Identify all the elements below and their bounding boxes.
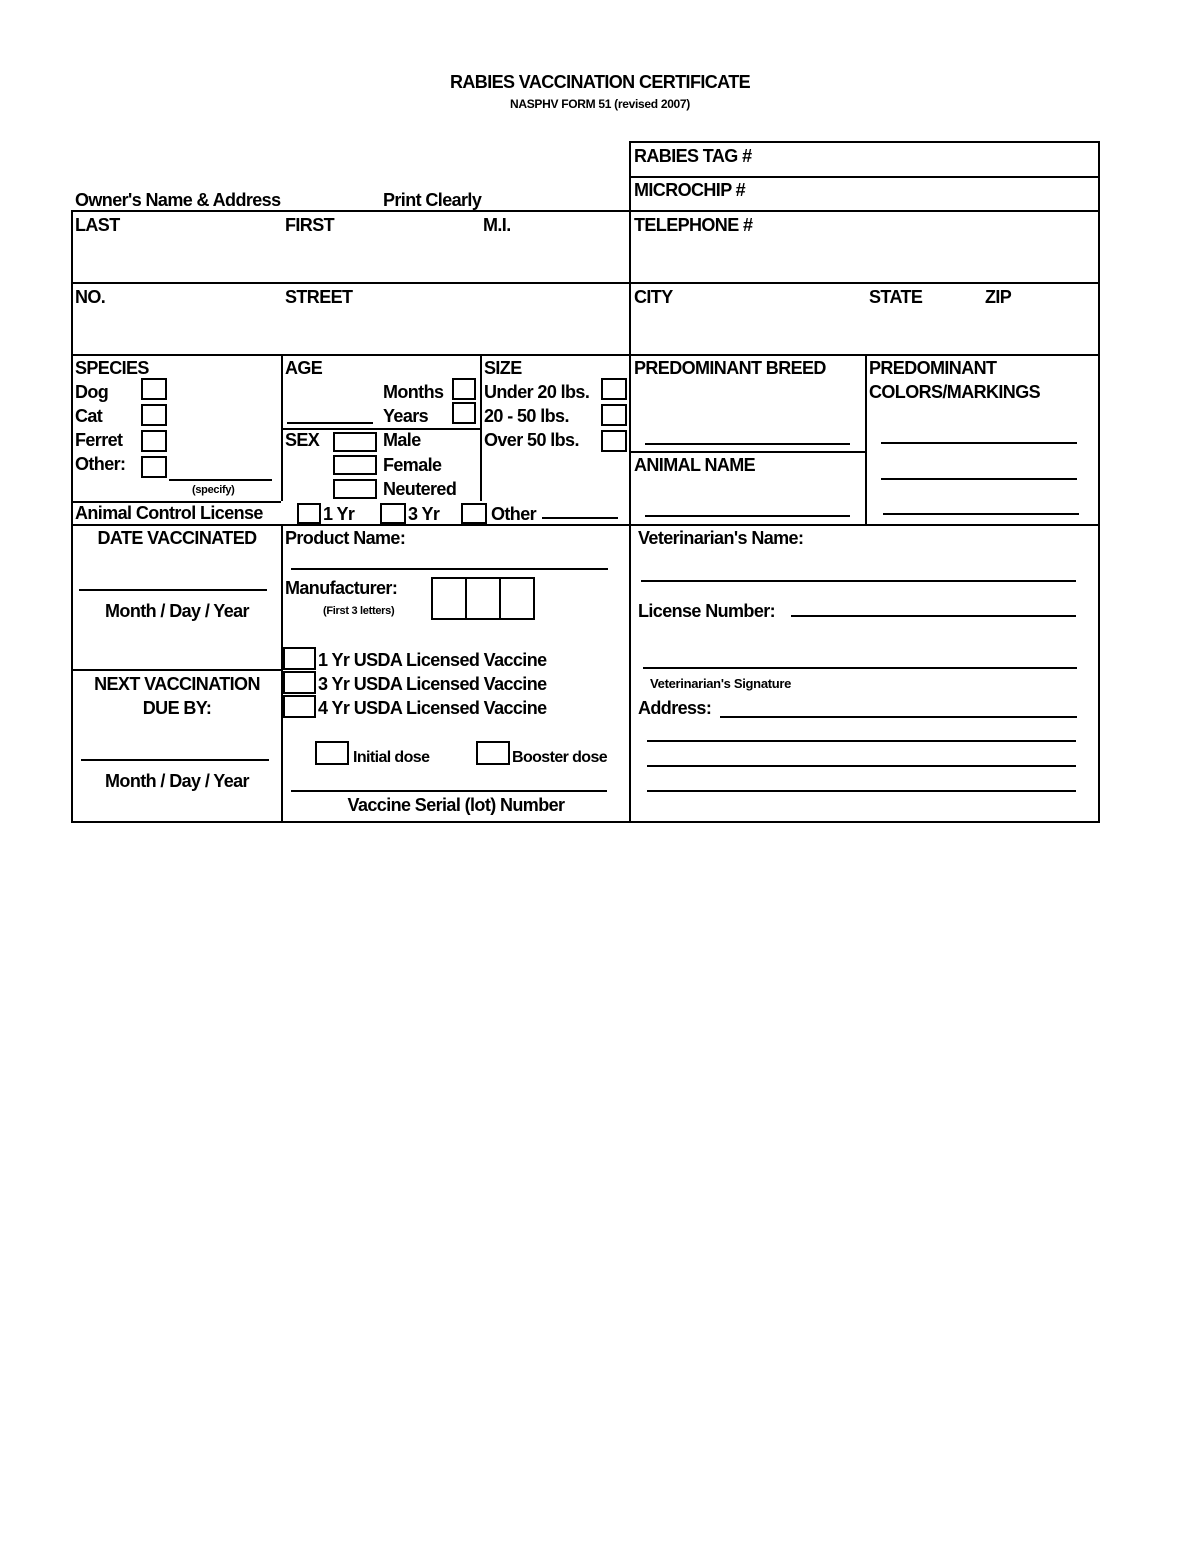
telephone-field[interactable]	[634, 245, 1094, 277]
vet-signature-label: Veterinarian's Signature	[650, 676, 792, 691]
vaccine-4yr-label: 4 Yr USDA Licensed Vaccine	[318, 698, 547, 718]
frame-left	[71, 210, 73, 822]
form-subtitle: NASPHV FORM 51 (revised 2007)	[509, 97, 691, 111]
license-3yr-checkbox[interactable]	[380, 503, 406, 524]
middle-initial-label: M.I.	[483, 215, 511, 235]
manufacturer-letter-1[interactable]	[431, 577, 467, 620]
date-vaccinated-format: Month / Day / Year	[105, 601, 249, 621]
street-field[interactable]	[285, 317, 623, 349]
manufacturer-letter-2[interactable]	[465, 577, 501, 620]
form-title: RABIES VACCINATION CERTIFICATE	[450, 72, 750, 92]
size-label: SIZE	[484, 358, 522, 378]
vaccine-3yr-label: 3 Yr USDA Licensed Vaccine	[318, 674, 547, 694]
species-specify-note: (specify)	[192, 484, 235, 496]
sex-male-checkbox[interactable]	[333, 432, 377, 452]
booster-dose-checkbox[interactable]	[476, 741, 510, 765]
colors-label-line2: COLORS/MARKINGS	[869, 382, 1041, 402]
vet-name-line[interactable]	[641, 580, 1076, 582]
next-vaccination-due-label: DUE BY:	[142, 698, 212, 718]
owner-section-label: Owner's Name & Address	[75, 190, 281, 210]
initial-dose-label: Initial dose	[353, 749, 430, 766]
sex-label: SEX	[285, 430, 320, 450]
colors-line-3[interactable]	[883, 513, 1079, 515]
frame-row4-top	[71, 524, 1100, 526]
vaccine-1yr-checkbox[interactable]	[283, 647, 316, 670]
vet-name-label: Veterinarian's Name:	[638, 528, 804, 548]
frame-bottom	[71, 821, 1100, 823]
city-label: CITY	[634, 287, 673, 307]
manufacturer-label: Manufacturer:	[285, 578, 398, 598]
frame-row2-top	[71, 282, 1100, 284]
frame-mid-left	[71, 669, 281, 671]
vet-license-label: License Number:	[638, 601, 776, 621]
frame-top-right	[629, 141, 1100, 143]
last-name-label: LAST	[75, 215, 120, 235]
first-name-label: FIRST	[285, 215, 334, 235]
vet-address-line-4[interactable]	[647, 790, 1076, 792]
initial-dose-checkbox[interactable]	[315, 741, 349, 765]
street-number-label: NO.	[75, 287, 106, 307]
microchip-field[interactable]	[760, 180, 1090, 202]
size-20to50-label: 20 - 50 lbs.	[484, 406, 569, 426]
sex-female-checkbox[interactable]	[333, 455, 377, 475]
street-label: STREET	[285, 287, 353, 307]
next-vaccination-label: NEXT VACCINATION	[94, 674, 260, 694]
species-cat-label: Cat	[75, 406, 103, 426]
age-months-label: Months	[383, 382, 444, 402]
frame-col-age	[281, 354, 283, 501]
colors-line-1[interactable]	[881, 442, 1077, 444]
license-1yr-label: 1 Yr	[323, 504, 355, 524]
date-vaccinated-line[interactable]	[79, 589, 267, 591]
species-other-checkbox[interactable]	[141, 456, 167, 478]
frame-col-colors	[865, 354, 867, 525]
size-under20-label: Under 20 lbs.	[484, 382, 590, 402]
species-dog-checkbox[interactable]	[141, 378, 167, 400]
frame-animal-name-top	[629, 451, 866, 453]
license-other-line[interactable]	[542, 517, 618, 519]
next-vaccination-format: Month / Day / Year	[105, 771, 249, 791]
species-ferret-checkbox[interactable]	[141, 430, 167, 452]
state-field[interactable]	[869, 317, 979, 349]
size-20to50-checkbox[interactable]	[601, 404, 627, 426]
frame-right	[1098, 141, 1100, 822]
print-clearly-note: Print Clearly	[383, 190, 482, 210]
frame-row3-top	[71, 354, 1100, 356]
booster-dose-label: Booster dose	[512, 749, 608, 766]
frame-center	[629, 141, 631, 822]
license-1yr-checkbox[interactable]	[297, 503, 321, 524]
vaccine-serial-label: Vaccine Serial (lot) Number	[347, 795, 565, 815]
vet-address-line-3[interactable]	[647, 765, 1076, 767]
state-label: STATE	[869, 287, 923, 307]
vet-license-line[interactable]	[791, 615, 1076, 617]
size-over50-label: Over 50 lbs.	[484, 430, 579, 450]
last-name-field[interactable]	[75, 245, 275, 277]
frame-owner-top	[71, 210, 1100, 212]
sex-female-label: Female	[383, 455, 442, 475]
breed-label: PREDOMINANT BREED	[634, 358, 826, 378]
colors-label-line1: PREDOMINANT	[869, 358, 997, 378]
species-dog-label: Dog	[75, 382, 109, 402]
age-years-checkbox[interactable]	[452, 402, 476, 424]
species-ferret-label: Ferret	[75, 430, 123, 450]
license-other-checkbox[interactable]	[461, 503, 487, 524]
vaccine-1yr-label: 1 Yr USDA Licensed Vaccine	[318, 650, 547, 670]
age-label: AGE	[285, 358, 323, 378]
species-cat-checkbox[interactable]	[141, 404, 167, 426]
frame-microchip-line	[629, 176, 1100, 178]
animal-name-line[interactable]	[645, 515, 850, 517]
rabies-tag-field[interactable]	[760, 146, 1090, 168]
license-other-label: Other	[491, 504, 537, 524]
license-label: Animal Control License	[75, 503, 263, 523]
sex-male-label: Male	[383, 430, 421, 450]
vaccine-serial-line[interactable]	[291, 790, 607, 792]
species-other-line[interactable]	[169, 479, 272, 481]
street-number-field[interactable]	[75, 317, 275, 349]
vet-address-line-1[interactable]	[720, 716, 1077, 718]
rabies-tag-label: RABIES TAG #	[634, 146, 752, 166]
license-3yr-label: 3 Yr	[408, 504, 440, 524]
product-name-line[interactable]	[291, 568, 608, 570]
colors-line-2[interactable]	[881, 478, 1077, 480]
size-under20-checkbox[interactable]	[601, 378, 627, 400]
zip-field[interactable]	[985, 317, 1093, 349]
animal-name-label: ANIMAL NAME	[634, 455, 756, 475]
sex-neutered-label: Neutered	[383, 479, 457, 499]
age-months-checkbox[interactable]	[452, 378, 476, 400]
first-name-field[interactable]	[285, 245, 475, 277]
age-years-label: Years	[383, 406, 429, 426]
vet-signature-line[interactable]	[643, 667, 1077, 669]
species-label: SPECIES	[75, 358, 149, 378]
frame-col-size	[480, 354, 482, 501]
vaccine-4yr-checkbox[interactable]	[283, 695, 316, 718]
zip-label: ZIP	[985, 287, 1012, 307]
vet-address-label: Address:	[638, 698, 712, 718]
breed-line[interactable]	[645, 443, 850, 445]
vet-address-line-2[interactable]	[647, 740, 1076, 742]
size-over50-checkbox[interactable]	[601, 430, 627, 452]
city-field[interactable]	[634, 317, 862, 349]
vaccine-3yr-checkbox[interactable]	[283, 671, 316, 694]
product-name-label: Product Name:	[285, 528, 406, 548]
microchip-label: MICROCHIP #	[634, 180, 746, 200]
telephone-label: TELEPHONE #	[634, 215, 753, 235]
sex-neutered-checkbox[interactable]	[333, 479, 377, 499]
age-years-line[interactable]	[287, 422, 373, 424]
species-other-label: Other:	[75, 454, 126, 474]
manufacturer-first3-note: (First 3 letters)	[323, 605, 395, 617]
manufacturer-letter-3[interactable]	[499, 577, 535, 620]
next-vaccination-line[interactable]	[81, 759, 269, 761]
middle-initial-field[interactable]	[483, 245, 623, 277]
date-vaccinated-label: DATE VACCINATED	[97, 528, 257, 548]
